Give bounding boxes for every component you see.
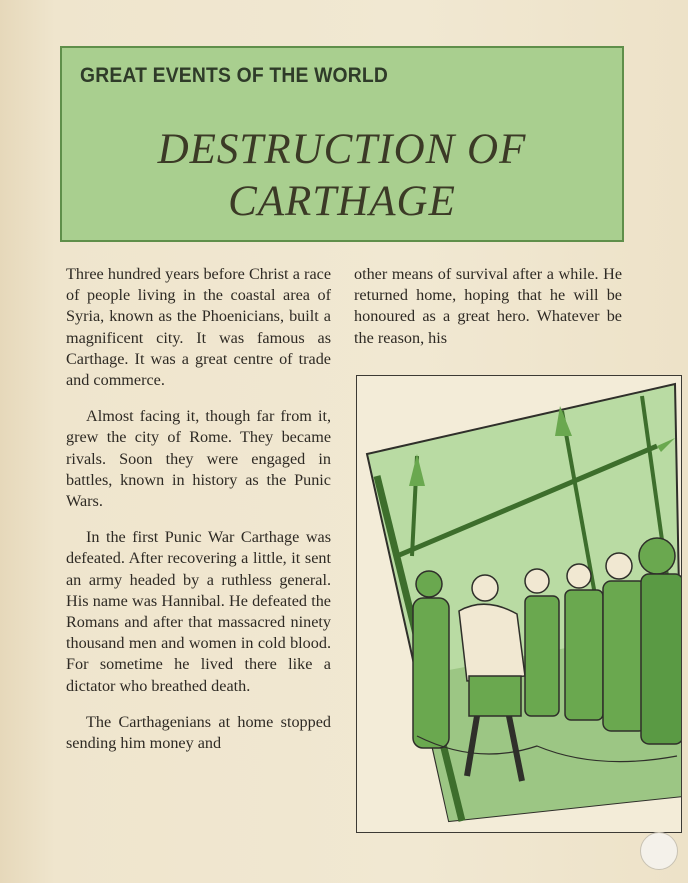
paragraph-continued: other means of survival after a while. He returned home, hoping that he will be honoured as a great hero. Whatever be the reason, his bbox=[354, 265, 622, 347]
paragraph-3: In the first Punic War Carthage was defeated. After recovering a little, it sent an army headed by a ruthless general. His name was Hannibal. He defeated the Romans and after that massacred ninety thousand men and women in cold blood. For sometime he lived there like a dictator who breathed death. bbox=[66, 528, 331, 695]
page-title bbox=[62, 124, 622, 228]
illustration bbox=[356, 375, 682, 833]
paragraph-1: Three hundred years before Christ a race of people living in the coastal area of Syria, known as the Phoenicians, built a magnificent city. It was famous as Carthage. It was a great centre of trade and commerce. bbox=[66, 265, 331, 390]
header-banner bbox=[60, 46, 624, 242]
title-line-2: CARTHAGE bbox=[228, 178, 456, 225]
publisher-logo-icon bbox=[640, 832, 678, 870]
paragraph-2: Almost facing it, though far from it, grew the city of Rome. They became rivals. Soon they were engaged in battles, known in history as the Punic Wars. bbox=[66, 407, 331, 511]
soldiers-illustration-icon bbox=[357, 376, 682, 833]
left-column bbox=[66, 264, 331, 769]
series-title: GREAT EVENTS OF THE WORLD bbox=[80, 64, 388, 87]
paragraph-4: The Carthagenians at home stopped sending him money and bbox=[66, 712, 331, 753]
title-line-1: DESTRUCTION OF bbox=[157, 126, 527, 173]
right-column bbox=[354, 264, 622, 364]
